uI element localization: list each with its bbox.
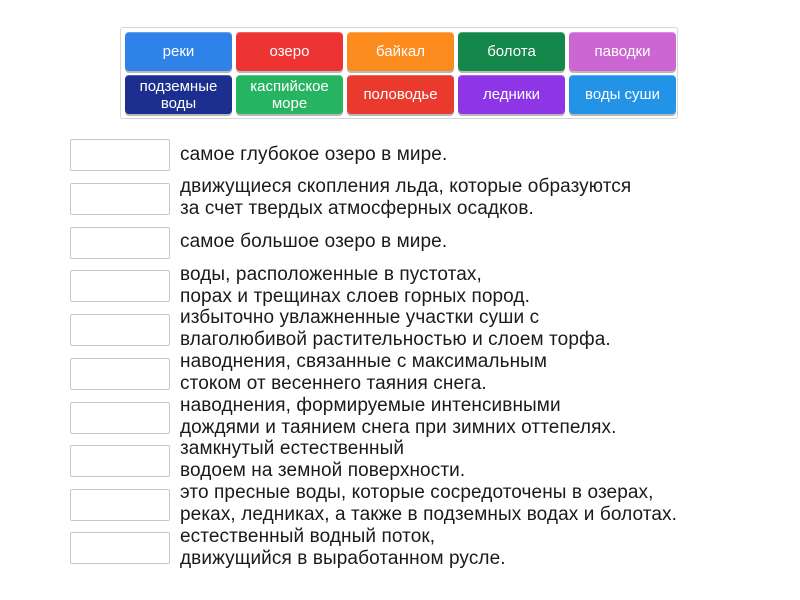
answer-tile[interactable]: ледники (458, 75, 565, 114)
definition-text: наводнения, связанные с максимальным стоком от весеннего таяния снега. (180, 351, 548, 394)
answer-drop-slot[interactable] (70, 358, 170, 390)
answer-tile[interactable]: байкал (347, 32, 454, 71)
definition-text: это пресные воды, которые сосредоточены в озерах, реках, ледниках, а также в подземных водах и болотах. (180, 482, 677, 525)
definition-text: избыточно увлажненные участки суши с влаголюбивой растительностью и слоем торфа. (180, 307, 611, 350)
answer-drop-slot[interactable] (70, 270, 170, 302)
answer-tile[interactable]: болота (458, 32, 565, 71)
answer-drop-slot[interactable] (70, 139, 170, 171)
answer-tile[interactable]: реки (125, 32, 232, 71)
definition-text: наводнения, формируемые интенсивными дождями и таянием снега при зимних оттепелях. (180, 395, 617, 438)
answer-drop-slot[interactable] (70, 489, 170, 521)
answer-tile[interactable]: воды суши (569, 75, 676, 114)
answer-tile[interactable]: паводки (569, 32, 676, 71)
answer-tile[interactable]: каспийское море (236, 75, 343, 114)
answer-drop-slot[interactable] (70, 445, 170, 477)
definition-text: самое глубокое озеро в мире. (180, 144, 448, 165)
answer-tile[interactable]: подземные воды (125, 75, 232, 114)
definition-text: естественный водный поток, движущийся в выработанном русле. (180, 526, 506, 569)
answer-drop-slot[interactable] (70, 532, 170, 564)
answer-tile[interactable]: озеро (236, 32, 343, 71)
definition-text: самое большое озеро в мире. (180, 231, 448, 252)
answer-drop-slot[interactable] (70, 402, 170, 434)
answer-drop-slot[interactable] (70, 227, 170, 259)
definition-text: движущиеся скопления льда, которые образуются за счет твердых атмосферных осадков. (180, 176, 632, 219)
answer-drop-slot[interactable] (70, 314, 170, 346)
definition-text: воды, расположенные в пустотах, порах и трещинах слоев горных пород. (180, 264, 530, 307)
definition-text: замкнутый естественный водоем на земной поверхности. (180, 438, 466, 481)
answer-drop-slot[interactable] (70, 183, 170, 215)
answer-tile[interactable]: половодье (347, 75, 454, 114)
